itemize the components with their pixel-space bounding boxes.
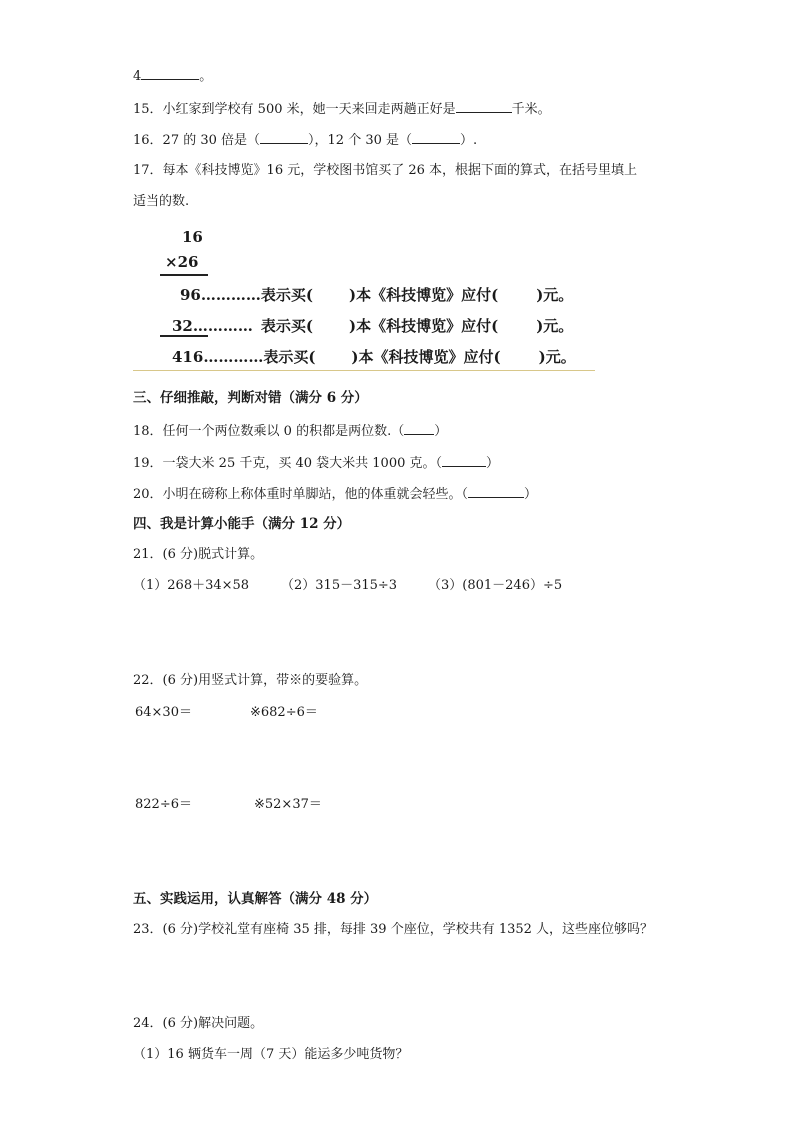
product: 416	[172, 348, 204, 366]
partial-product: 96	[180, 286, 201, 304]
answer-blank[interactable]	[498, 288, 536, 300]
question-18	[133, 422, 447, 440]
partial-product-row	[172, 315, 573, 336]
question-24: 24．(6 分)解决问题。	[133, 1016, 264, 1031]
desc: 表示买(	[260, 317, 313, 335]
section-heading-4: 四、我是计算小能手（满分 12 分）	[133, 516, 351, 532]
answer-blank[interactable]	[260, 131, 308, 144]
question-text: ），12 个 30 是（	[308, 133, 413, 148]
question-21: 21．(6 分)脱式计算。	[133, 547, 264, 562]
answer-blank[interactable]	[141, 67, 199, 80]
line-continuation	[133, 67, 212, 85]
answer-blank[interactable]	[501, 350, 539, 362]
question-text: ）	[524, 487, 538, 502]
calc-3: 822÷6＝	[135, 797, 192, 812]
question-17: 17．每本《科技博览》16 元，学校图书馆买了 26 本，根据下面的算式，在括号里填上	[133, 163, 638, 178]
question-text: 16．27 的 30 倍是（	[133, 133, 261, 148]
answer-blank[interactable]	[456, 100, 512, 113]
question-text: 千米。	[511, 102, 551, 117]
desc: )本《科技博览》应付(	[348, 286, 499, 304]
question-16	[133, 131, 477, 149]
expression-2: （2）315－315÷3	[281, 578, 398, 593]
question-20	[133, 485, 537, 503]
desc: )元。	[536, 317, 574, 335]
calc-4: ※52×37＝	[254, 797, 322, 812]
question-text: ）	[434, 424, 448, 439]
question-17-cont: 适当的数.	[133, 194, 190, 209]
answer-blank[interactable]	[498, 319, 536, 331]
multiplication-line	[160, 274, 208, 276]
section-heading-3: 三、仔细推敲，判断对错（满分 6 分）	[133, 390, 368, 406]
expression-3: （3）(801－246）÷5	[428, 578, 563, 593]
desc: )元。	[536, 286, 574, 304]
question-text: 19．一袋大米 25 千克，买 40 袋大米共 1000 克。（	[133, 456, 443, 471]
answer-blank[interactable]	[313, 288, 349, 300]
text: 4	[133, 69, 142, 84]
question-24-part-1: （1）16 辆货车一周（7 天）能运多少吨货物？	[133, 1047, 409, 1062]
question-text: ）.	[460, 133, 478, 148]
answer-blank[interactable]	[442, 454, 486, 467]
desc: 表示买(	[263, 348, 316, 366]
multiplicand: 16	[182, 228, 203, 246]
text: 。	[199, 69, 213, 84]
desc: )本《科技博览》应付(	[351, 348, 501, 366]
multiplier: ×26	[165, 253, 199, 271]
dots: …………	[203, 348, 264, 366]
question-text: ）	[486, 456, 500, 471]
section-heading-5: 五、实践运用，认真解答（满分 48 分）	[133, 891, 378, 907]
desc: 表示买(	[260, 286, 313, 304]
image-bottom-border	[133, 370, 595, 371]
calc-2: ※682÷6＝	[250, 705, 318, 720]
answer-blank[interactable]	[313, 319, 349, 331]
question-23: 23．(6 分)学校礼堂有座椅 35 排，每排 39 个座位，学校共有 1352 人，这些座位够吗？	[133, 922, 654, 937]
calc-1: 64×30＝	[135, 705, 192, 720]
desc: )元。	[538, 348, 576, 366]
question-text: 18．任何一个两位数乘以 0 的积都是两位数.（	[133, 424, 405, 439]
dots: …………	[200, 286, 261, 304]
expression-1: （1）268＋34×58	[133, 578, 250, 593]
desc: )本《科技博览》应付(	[348, 317, 499, 335]
question-19	[133, 454, 499, 472]
answer-blank[interactable]	[468, 485, 524, 498]
partial-product: 32	[172, 317, 193, 335]
sum-line	[160, 335, 208, 337]
product-row	[172, 346, 576, 367]
answer-blank[interactable]	[412, 131, 460, 144]
answer-blank[interactable]	[315, 350, 351, 362]
partial-product-row	[180, 284, 573, 305]
question-22: 22．(6 分)用竖式计算，带※的要验算。	[133, 673, 368, 688]
answer-blank[interactable]	[404, 422, 434, 435]
question-text: 20．小明在磅称上称体重时单脚站，他的体重就会轻些。（	[133, 487, 469, 502]
question-text: 15．小红家到学校有 500 米，她一天来回走两趟正好是	[133, 102, 456, 117]
dots: …………	[192, 317, 253, 335]
question-15	[133, 100, 551, 118]
